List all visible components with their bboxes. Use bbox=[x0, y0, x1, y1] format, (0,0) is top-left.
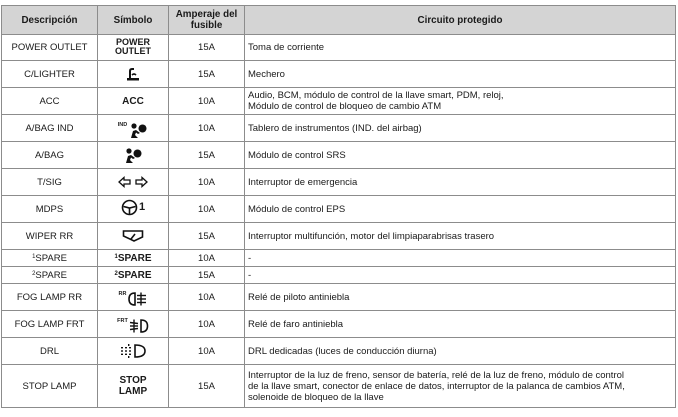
row-description: POWER OUTLET bbox=[2, 35, 98, 61]
spare-symbol-footnote-marker: 1 bbox=[114, 253, 118, 260]
spare-footnote-marker: 2 bbox=[32, 270, 36, 277]
row-circuit: Relé de faro antiniebla bbox=[245, 311, 676, 338]
row-symbol bbox=[98, 267, 169, 284]
row-description: A/BAG IND bbox=[2, 115, 98, 142]
row-symbol bbox=[98, 284, 169, 311]
table-row bbox=[2, 115, 676, 142]
spare-footnote-marker: 1 bbox=[32, 253, 36, 260]
row-description: C/LIGHTER bbox=[2, 61, 98, 88]
row-description bbox=[2, 250, 98, 267]
table-row bbox=[2, 311, 676, 338]
table-header-row bbox=[2, 6, 676, 35]
row-amperage: 10A bbox=[169, 196, 245, 223]
power-outlet-symbol-text: POWER OUTLET bbox=[115, 37, 151, 56]
spare-symbol-label: SPARE bbox=[117, 269, 152, 281]
table-row bbox=[2, 223, 676, 250]
row-amperage: 10A bbox=[169, 284, 245, 311]
row-amperage: 15A bbox=[169, 61, 245, 88]
table-row bbox=[2, 267, 676, 284]
steering-symbol bbox=[121, 199, 145, 216]
row-symbol bbox=[98, 142, 169, 169]
row-description: WIPER RR bbox=[2, 223, 98, 250]
row-symbol bbox=[98, 250, 169, 267]
row-symbol bbox=[98, 61, 169, 88]
row-description: T/SIG bbox=[2, 169, 98, 196]
row-amperage: 10A bbox=[169, 250, 245, 267]
row-amperage: 15A bbox=[169, 267, 245, 284]
row-circuit: Tablero de instrumentos (IND. del airbag) bbox=[245, 115, 676, 142]
spare-symbol-text bbox=[114, 271, 151, 280]
rear-wiper-icon bbox=[122, 229, 144, 243]
row-symbol bbox=[98, 311, 169, 338]
table-row bbox=[2, 365, 676, 408]
header-symbol: Símbolo bbox=[98, 6, 169, 35]
rear-fog-lamp-icon bbox=[127, 291, 147, 307]
drl-lamp-icon bbox=[119, 343, 147, 359]
stop-lamp-symbol-text: STOP LAMP bbox=[118, 375, 148, 397]
header-description: Descripción bbox=[2, 6, 98, 35]
table-row bbox=[2, 142, 676, 169]
table-row bbox=[2, 169, 676, 196]
airbag-indicator-label: IND bbox=[117, 121, 128, 128]
row-circuit: Interruptor de la luz de freno, sensor de batería, relé de la luz de freno, módulo de control de la llave smart, conector de enlace de datos, interruptor de la palanca de cambios ATM, solenoide de bloqueo de la llave bbox=[245, 365, 676, 408]
rear-fog-symbol bbox=[119, 291, 148, 307]
table-row bbox=[2, 338, 676, 365]
header-circuit: Circuito protegido bbox=[245, 6, 676, 35]
row-description: ACC bbox=[2, 88, 98, 115]
front-fog-label: FRT bbox=[117, 318, 128, 324]
row-circuit: - bbox=[245, 250, 676, 267]
row-symbol bbox=[98, 169, 169, 196]
row-description: STOP LAMP bbox=[2, 365, 98, 408]
turn-signal-arrows-icon bbox=[118, 176, 148, 188]
row-circuit: Relé de piloto antiniebla bbox=[245, 284, 676, 311]
row-amperage: 10A bbox=[169, 88, 245, 115]
row-amperage: 10A bbox=[169, 311, 245, 338]
row-symbol bbox=[98, 115, 169, 142]
row-description: FOG LAMP FRT bbox=[2, 311, 98, 338]
airbag-indicator-icon bbox=[128, 122, 148, 139]
row-amperage: 10A bbox=[169, 115, 245, 142]
airbag-icon bbox=[123, 147, 143, 164]
row-amperage: 15A bbox=[169, 35, 245, 61]
row-symbol bbox=[98, 338, 169, 365]
row-circuit: Interruptor de emergencia bbox=[245, 169, 676, 196]
row-circuit: - bbox=[245, 267, 676, 284]
row-description: A/BAG bbox=[2, 142, 98, 169]
row-amperage: 15A bbox=[169, 142, 245, 169]
spare-symbol-footnote-marker: 2 bbox=[114, 270, 118, 277]
table-row bbox=[2, 35, 676, 61]
row-description: FOG LAMP RR bbox=[2, 284, 98, 311]
row-symbol bbox=[98, 88, 169, 115]
row-symbol bbox=[98, 365, 169, 408]
airbag-indicator-symbol bbox=[118, 122, 148, 139]
fuse-table bbox=[1, 5, 676, 408]
table-row bbox=[2, 61, 676, 88]
table-row bbox=[2, 284, 676, 311]
front-fog-lamp-icon bbox=[129, 318, 149, 334]
front-fog-symbol bbox=[117, 318, 149, 334]
row-description: DRL bbox=[2, 338, 98, 365]
row-amperage: 10A bbox=[169, 338, 245, 365]
row-amperage: 10A bbox=[169, 169, 245, 196]
table-row bbox=[2, 250, 676, 267]
row-amperage: 15A bbox=[169, 223, 245, 250]
table-row bbox=[2, 88, 676, 115]
row-symbol bbox=[98, 223, 169, 250]
row-circuit: DRL dedicadas (luces de conducción diurna) bbox=[245, 338, 676, 365]
steering-wheel-icon bbox=[121, 199, 138, 216]
row-circuit: Toma de corriente bbox=[245, 35, 676, 61]
row-circuit: Módulo de control SRS bbox=[245, 142, 676, 169]
header-amperage: Amperaje del fusible bbox=[169, 6, 245, 35]
spare-symbol-label: SPARE bbox=[117, 252, 152, 264]
steering-label: 1 bbox=[138, 201, 146, 213]
row-circuit: Interruptor multifunción, motor del limpiaparabrisas trasero bbox=[245, 223, 676, 250]
table-row bbox=[2, 196, 676, 223]
spare-symbol-text bbox=[114, 254, 151, 263]
row-description: MDPS bbox=[2, 196, 98, 223]
spare-description: SPARE bbox=[35, 269, 67, 281]
row-amperage: 15A bbox=[169, 365, 245, 408]
acc-symbol-text: ACC bbox=[122, 95, 144, 107]
rear-fog-label: RR bbox=[118, 291, 127, 297]
row-description bbox=[2, 267, 98, 284]
spare-description: SPARE bbox=[35, 252, 67, 264]
row-symbol bbox=[98, 196, 169, 223]
cigarette-lighter-icon bbox=[125, 66, 141, 82]
row-symbol bbox=[98, 35, 169, 61]
row-circuit: Módulo de control EPS bbox=[245, 196, 676, 223]
row-circuit: Mechero bbox=[245, 61, 676, 88]
row-circuit: Audio, BCM, módulo de control de la llave smart, PDM, reloj, Módulo de control de bloqueo de cambio ATM bbox=[245, 88, 676, 115]
